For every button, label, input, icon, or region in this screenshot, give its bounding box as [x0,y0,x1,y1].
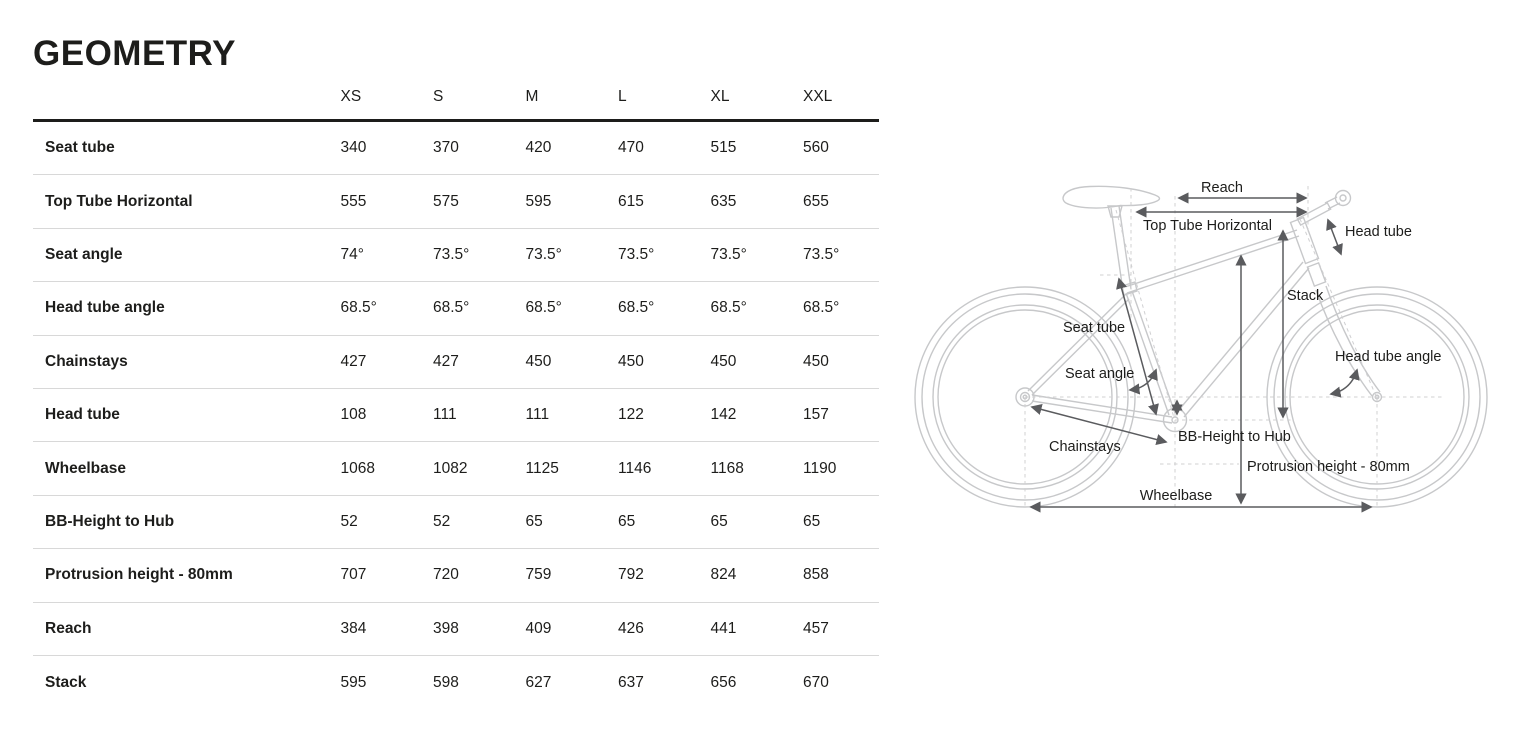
cell: 655 [803,192,829,210]
page-title: GEOMETRY [33,34,236,73]
table-row [33,282,879,335]
geometry-table [33,122,879,709]
head-tube-angle-label: Head tube angle [1335,349,1442,365]
row-label: Stack [45,673,87,691]
cell: 1190 [803,459,837,477]
bike-geometry-diagram [900,155,1495,530]
table-row [33,122,879,175]
cell: 68.5° [803,299,840,317]
table-row [33,389,879,442]
fork-crown [1307,263,1325,286]
seat-tube-label: Seat tube [1063,320,1126,336]
cell: 450 [710,352,737,370]
cell: 68.5° [525,299,562,317]
table-row [33,175,879,228]
handlebar-grip [1340,195,1346,201]
cell: 470 [618,139,644,157]
column-header-xs: XS [340,88,362,105]
table-row [33,549,879,602]
cell: 707 [340,566,367,584]
seat-tube-arrow [1119,279,1156,414]
row-label: Chainstays [45,352,128,370]
handlebar-grip [1336,191,1351,206]
cell: 108 [340,406,367,424]
cell: 598 [433,673,459,691]
cell: 457 [803,619,829,637]
cell: 627 [525,673,552,691]
bb-height-to-hub-label: BB-Height to Hub [1178,429,1291,445]
column-header-xxl: XXL [803,88,833,105]
cell: 384 [340,619,367,637]
cell: 122 [618,406,644,424]
cell: 68.5° [340,299,377,317]
column-header-s: S [433,88,444,105]
cell: 370 [433,139,459,157]
head-tube-angle-arc [1331,370,1357,394]
cell: 615 [618,192,644,210]
row-label: Seat angle [45,245,123,263]
wheelbase-label: Wheelbase [1139,488,1213,504]
row-label: Head tube angle [45,299,165,317]
cell: 1082 [433,459,468,477]
cell: 68.5° [618,299,655,317]
cell: 637 [618,673,644,691]
row-label: Reach [45,619,92,637]
seat-angle-label: Seat angle [1065,366,1135,382]
cell: 427 [340,352,367,370]
cell: 1168 [710,459,744,477]
table-row [33,656,879,709]
reach-label: Reach [1201,180,1243,196]
head-tube-label: Head tube [1345,224,1412,240]
table-row [33,442,879,495]
cell: 65 [525,512,543,530]
cell: 560 [803,139,829,157]
stem [1297,203,1330,225]
cell: 52 [433,512,451,530]
fork-blade [1326,286,1380,392]
column-header-xl: XL [710,88,730,105]
cell: 575 [433,192,459,210]
saddle [1063,186,1159,208]
cell: 420 [525,139,552,157]
cell: 157 [803,406,829,424]
cell: 65 [803,512,821,530]
diagram-labels [1049,180,1441,504]
cell: 1125 [525,459,559,477]
cell: 450 [618,352,644,370]
cell: 656 [710,673,737,691]
protrusion-height-label: Protrusion height - 80mm [1247,459,1410,475]
head-tube-arrow [1328,220,1341,254]
cell: 450 [525,352,552,370]
row-label: Head tube [45,406,120,424]
cell: 73.5° [525,245,562,263]
cell: 720 [433,566,459,584]
geometry-section [33,36,879,709]
cell: 73.5° [710,245,747,263]
cell: 68.5° [433,299,470,317]
cell: 398 [433,619,459,637]
table-header-row [33,72,879,122]
cell: 111 [525,406,550,424]
cell: 427 [433,352,459,370]
cell: 635 [710,192,737,210]
cell: 1146 [618,459,652,477]
table-row [33,336,879,389]
row-label: Top Tube Horizontal [45,192,193,210]
cell: 340 [340,139,367,157]
head-tube [1291,218,1319,264]
cell: 65 [618,512,636,530]
cell: 142 [710,406,737,424]
column-header-spacer [33,106,341,119]
seat-clamp [1122,282,1137,295]
cell: 65 [710,512,728,530]
table-row [33,603,879,656]
cell: 450 [803,352,829,370]
stack-label: Stack [1287,288,1324,304]
cell: 515 [710,139,737,157]
cell: 73.5° [803,245,840,263]
table-row [33,229,879,282]
cell: 759 [525,566,552,584]
chainstays-label: Chainstays [1049,439,1121,455]
row-label: Protrusion height - 80mm [45,566,233,584]
column-header-m: M [525,88,539,105]
cell: 792 [618,566,644,584]
cell: 858 [803,566,829,584]
cell: 73.5° [618,245,655,263]
table-row [33,496,879,549]
cell: 555 [340,192,367,210]
top-tube-horizontal-label: Top Tube Horizontal [1143,218,1272,234]
cell: 595 [525,192,552,210]
cell: 52 [340,512,358,530]
cell: 74° [340,245,364,263]
row-label: BB-Height to Hub [45,512,175,530]
cell: 409 [525,619,552,637]
cell: 441 [710,619,737,637]
cell: 1068 [340,459,375,477]
row-label: Wheelbase [45,459,126,477]
cell: 68.5° [710,299,747,317]
cell: 111 [433,406,457,424]
row-label: Seat tube [45,139,115,157]
bike-diagram-svg [900,155,1495,525]
cell: 824 [710,566,737,584]
column-header-l: L [618,88,627,105]
cell: 73.5° [433,245,470,263]
cell: 670 [803,673,829,691]
cell: 595 [340,673,367,691]
cell: 426 [618,619,644,637]
